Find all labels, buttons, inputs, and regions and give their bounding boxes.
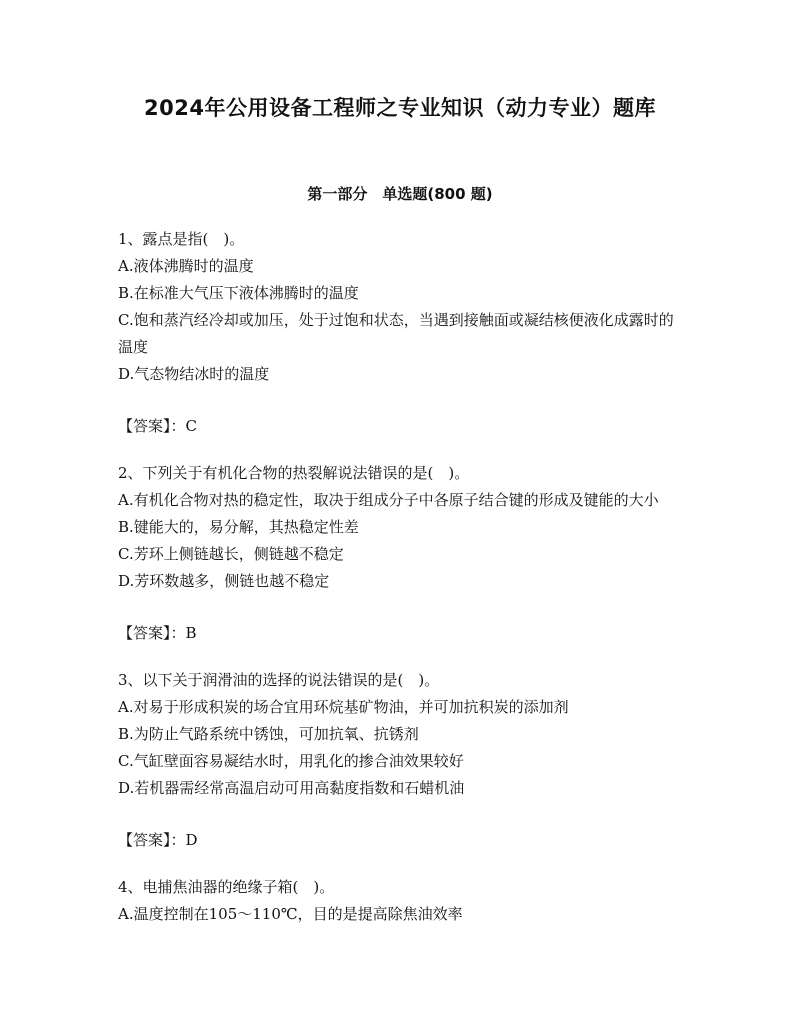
option-a: A.对易于形成积炭的场合宜用环烷基矿物油，并可加抗积炭的添加剂 <box>118 698 569 716</box>
option-d: D.芳环数越多，侧链也越不稳定 <box>118 572 330 590</box>
answer-line <box>118 827 678 854</box>
answer-label: 【答案】： <box>118 624 186 642</box>
option-c: C.芳环上侧链越长，侧链越不稳定 <box>118 545 344 563</box>
option-b: B.为防止气路系统中锈蚀，可加抗氧、抗锈剂 <box>118 725 419 743</box>
option-a: A.有机化合物对热的稳定性，取决于组成分子中各原子结合键的形成及键能的大小 <box>118 491 659 509</box>
question-stem: 3、以下关于润滑油的选择的说法错误的是( )。 <box>118 671 440 689</box>
answer-value: B <box>185 624 197 642</box>
option-b: B.键能大的，易分解，其热稳定性差 <box>118 518 359 536</box>
option-d: D.若机器需经常高温启动可用高黏度指数和石蜡机油 <box>118 779 465 797</box>
answer-label: 【答案】： <box>118 417 186 435</box>
option-b: B.在标准大气压下液体沸腾时的温度 <box>118 284 359 302</box>
option-a: A.温度控制在105～110℃，目的是提高除焦油效率 <box>118 905 463 923</box>
answer-line <box>118 413 678 440</box>
document-title: 2024年公用设备工程师之专业知识（动力专业）题库 <box>144 96 656 120</box>
answer-label: 【答案】： <box>118 831 186 849</box>
question-list <box>118 226 678 928</box>
option-c: C.气缸壁面容易凝结水时，用乳化的掺合油效果较好 <box>118 752 464 770</box>
question-stem: 1、露点是指( )。 <box>118 230 245 248</box>
answer-value: D <box>185 831 198 849</box>
question-stem: 2、下列关于有机化合物的热裂解说法错误的是( )。 <box>118 464 470 482</box>
question-2 <box>118 460 678 647</box>
option-d: D.气态物结冰时的温度 <box>118 365 270 383</box>
option-a: A.液体沸腾时的温度 <box>118 257 254 275</box>
question-1 <box>118 226 678 440</box>
question-3 <box>118 667 678 854</box>
section-title: 第一部分 单选题(800 题) <box>307 185 493 203</box>
question-4 <box>118 874 678 928</box>
answer-value: C <box>185 417 197 435</box>
option-c: C.饱和蒸汽经冷却或加压，处于过饱和状态，当遇到接触面或凝结核便液化成露时的温度 <box>118 311 674 356</box>
question-stem: 4、电捕焦油器的绝缘子箱( )。 <box>118 878 335 896</box>
answer-line <box>118 620 678 647</box>
